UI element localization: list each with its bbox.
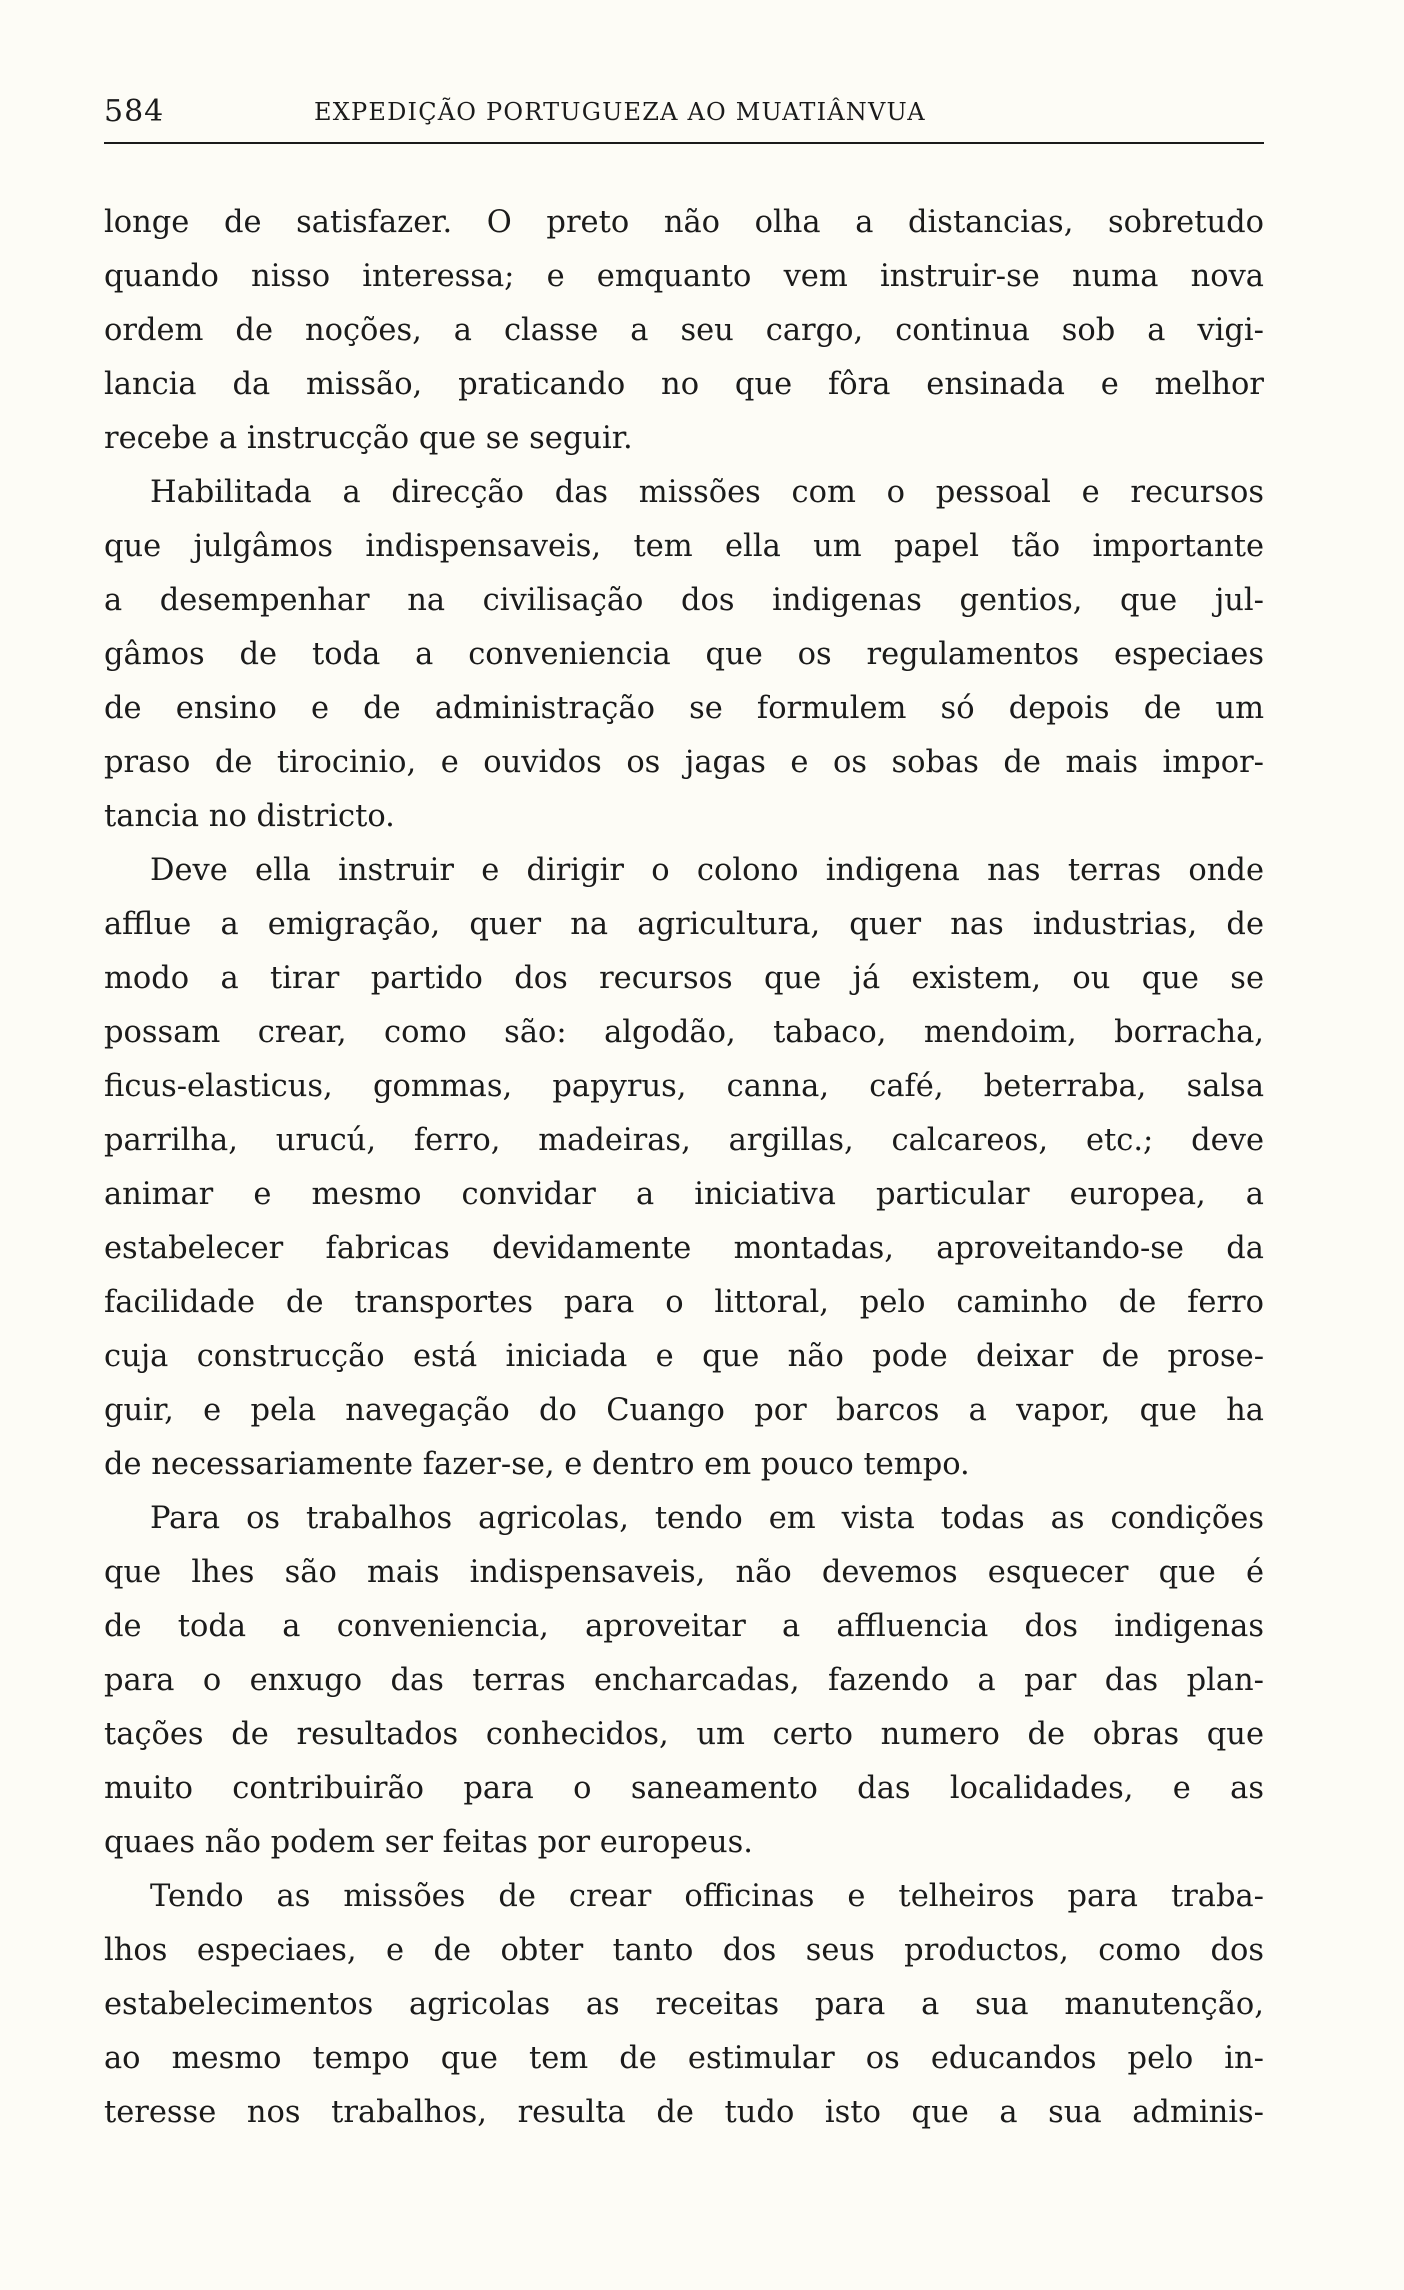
text-line: quando nisso interessa; e emquanto vem instruir-se numa nova <box>104 259 1264 294</box>
text-line: Para os trabalhos agricolas, tendo em vista todas as condições <box>150 1501 1264 1536</box>
text-line: que lhes são mais indispensaveis, não devemos esquecer que é <box>104 1555 1264 1590</box>
text-line: ao mesmo tempo que tem de estimular os educandos pelo in- <box>104 2041 1264 2076</box>
text-line: lhos especiaes, e de obter tanto dos seus productos, como dos <box>104 1933 1264 1968</box>
text-line: parrilha, urucú, ferro, madeiras, argillas, calcareos, etc.; deve <box>104 1123 1264 1158</box>
header-rule <box>104 142 1264 144</box>
text-line: facilidade de transportes para o littoral, pelo caminho de ferro <box>104 1285 1264 1320</box>
text-line: guir, e pela navegação do Cuango por barcos a vapor, que ha <box>104 1393 1264 1428</box>
text-line: tancia no districto. <box>104 799 395 834</box>
text-line: que julgâmos indispensaveis, tem ella um papel tão importante <box>104 529 1264 564</box>
text-line: Deve ella instruir e dirigir o colono indigena nas terras onde <box>150 853 1264 888</box>
page-header <box>104 88 1264 136</box>
text-line: para o enxugo das terras encharcadas, fazendo a par das plan- <box>104 1663 1264 1698</box>
text-line: estabelecimentos agricolas as receitas para a sua manutenção, <box>104 1987 1264 2022</box>
text-line: ficus-elasticus, gommas, papyrus, canna, café, beterraba, salsa <box>104 1069 1264 1104</box>
text-line: recebe a instrucção que se seguir. <box>104 421 633 456</box>
text-line: cuja construcção está iniciada e que não pode deixar de prose- <box>104 1339 1264 1374</box>
paragraph <box>104 196 1264 466</box>
text-line: Habilitada a direcção das missões com o pessoal e recursos <box>150 475 1264 510</box>
text-line: possam crear, como são: algodão, tabaco, mendoim, borracha, <box>104 1015 1264 1050</box>
text-line: muito contribuirão para o saneamento das localidades, e as <box>104 1771 1264 1806</box>
text-line: praso de tirocinio, e ouvidos os jagas e os sobas de mais impor- <box>104 745 1264 780</box>
text-line: tações de resultados conhecidos, um certo numero de obras que <box>104 1717 1264 1752</box>
text-line: quaes não podem ser feitas por europeus. <box>104 1825 753 1860</box>
text-line: animar e mesmo convidar a iniciativa particular europea, a <box>104 1177 1264 1212</box>
paragraph <box>104 844 1264 1492</box>
text-line: de necessariamente fazer-se, e dentro em pouco tempo. <box>104 1447 970 1482</box>
text-line: estabelecer fabricas devidamente montadas, aproveitando-se da <box>104 1231 1264 1266</box>
text-line: Tendo as missões de crear officinas e telheiros para traba- <box>150 1879 1264 1914</box>
text-line: a desempenhar na civilisação dos indigenas gentios, que jul- <box>104 583 1264 618</box>
page-number: 584 <box>104 94 165 129</box>
text-line: de toda a conveniencia, aproveitar a affluencia dos indigenas <box>104 1609 1264 1644</box>
running-title: EXPEDIÇÃO PORTUGUEZA AO MUATIÂNVUA <box>314 98 926 126</box>
text-line: longe de satisfazer. O preto não olha a distancias, sobretudo <box>104 205 1264 240</box>
text-line: de ensino e de administração se formulem só depois de um <box>104 691 1264 726</box>
paragraph <box>104 1870 1264 2140</box>
text-line: lancia da missão, praticando no que fôra ensinada e melhor <box>104 367 1264 402</box>
text-line: modo a tirar partido dos recursos que já existem, ou que se <box>104 961 1264 996</box>
text-line: teresse nos trabalhos, resulta de tudo isto que a sua adminis- <box>104 2095 1264 2130</box>
text-line: afflue a emigração, quer na agricultura, quer nas industrias, de <box>104 907 1264 942</box>
text-line: ordem de noções, a classe a seu cargo, continua sob a vigi- <box>104 313 1264 348</box>
paragraph <box>104 1492 1264 1870</box>
text-line: gâmos de toda a conveniencia que os regulamentos especiaes <box>104 637 1264 672</box>
paragraph <box>104 466 1264 844</box>
body-text <box>104 196 1264 2140</box>
